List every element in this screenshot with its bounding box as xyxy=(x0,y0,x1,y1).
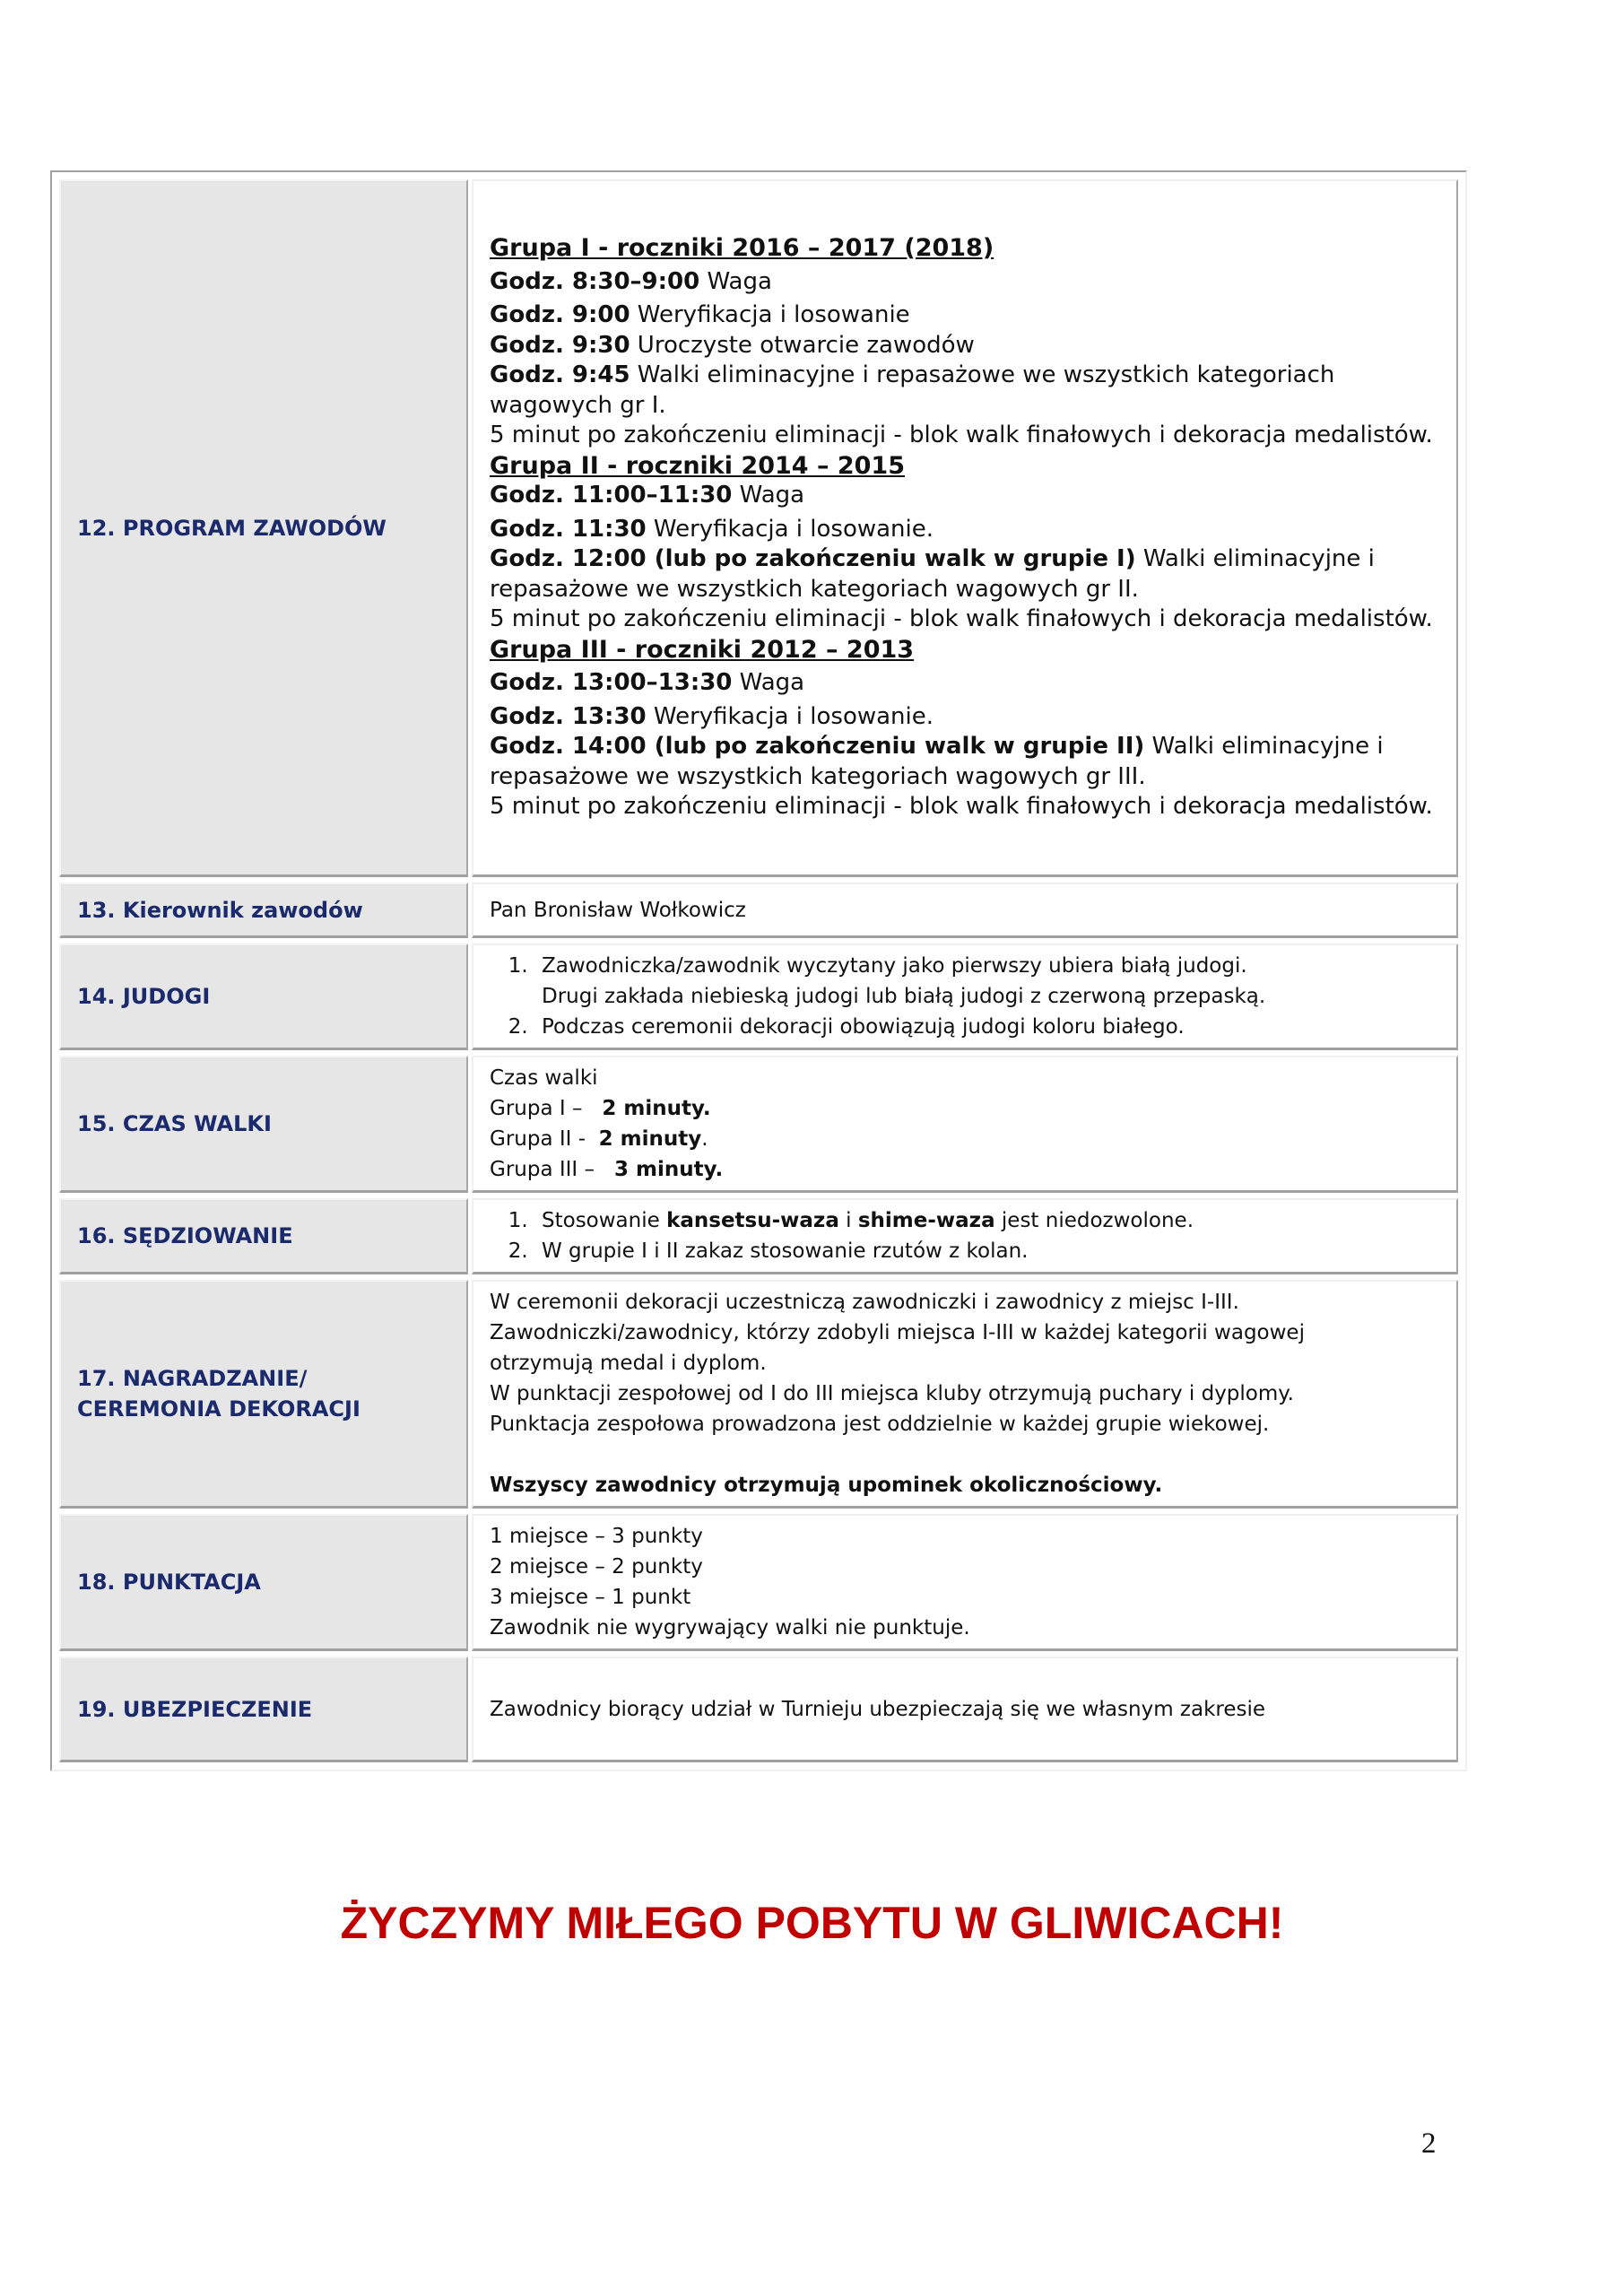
table-row-judogi xyxy=(59,944,1458,1050)
schedule-item xyxy=(490,515,1442,545)
schedule-time: Godz. 8:30–9:00 xyxy=(490,267,700,295)
section-label-awards xyxy=(59,1280,468,1509)
section-label-insurance: 19. UBEZPIECZENIE xyxy=(59,1657,468,1762)
schedule-text: Walki eliminacyjne i repasażowe we wszystkich kategoriach wagowych gr III. xyxy=(490,733,1384,790)
scoring-line: Zawodnik nie wygrywający walki nie punktuje. xyxy=(490,1616,970,1639)
schedule-time: Godz. 11:30 xyxy=(490,515,647,543)
group-name: Grupa II - xyxy=(490,1127,599,1151)
awards-line: W punktacji zespołowej od I do III miejsca kluby otrzymują puchary i dyplomy. xyxy=(490,1382,1294,1405)
schedule-item xyxy=(490,668,1442,699)
fight-time-row xyxy=(490,1124,1442,1154)
schedule-time: Godz. 12:00 (lub po zakończeniu walk w grupie I) xyxy=(490,545,1136,573)
schedule-time: Godz. 11:00–11:30 xyxy=(490,482,733,509)
schedule-item xyxy=(490,544,1442,604)
schedule-item xyxy=(490,267,1442,298)
fight-duration: 2 minuty. xyxy=(602,1097,711,1120)
scoring-line: 1 miejsce – 3 punkty xyxy=(490,1525,703,1548)
technique-name: kansetsu-waza xyxy=(666,1209,839,1232)
list-item-line: Drugi zakłada niebieską judogi lub białą judogi z czerwoną przepaską. xyxy=(542,985,1266,1008)
awards-bold-line: Wszyscy zawodnicy otrzymują upominek okolicznościowy. xyxy=(490,1474,1163,1497)
section-content-scoring xyxy=(472,1514,1458,1651)
judogi-list xyxy=(490,951,1442,1042)
schedule-item xyxy=(490,300,1442,331)
list-item xyxy=(534,1205,1442,1236)
schedule-note: 5 minut po zakończeniu eliminacji - blok walk finałowych i dekoracja medalistów. xyxy=(490,422,1433,449)
schedule-time: Godz. 13:00–13:30 xyxy=(490,669,733,697)
schedule-text: Walki eliminacyjne i repasażowe we wszystkich kategoriach wagowych gr I. xyxy=(490,361,1335,419)
text: Stosowanie xyxy=(542,1209,667,1232)
fight-duration: 3 minuty. xyxy=(613,1158,724,1181)
table-row-director xyxy=(59,883,1458,938)
fight-time-row xyxy=(490,1154,1442,1185)
schedule-text: Waga xyxy=(699,267,772,295)
schedule-time: Godz. 13:30 xyxy=(490,702,647,730)
scoring-line: 2 miejsce – 2 punkty xyxy=(490,1555,703,1578)
section-label-refereeing: 16. SĘDZIOWANIE xyxy=(59,1198,468,1274)
schedule-time: Godz. 9:45 xyxy=(490,361,630,389)
section-label-program: 12. PROGRAM ZAWODÓW xyxy=(59,179,468,877)
text: i xyxy=(838,1209,858,1232)
section-label-scoring: 18. PUNKTACJA xyxy=(59,1514,468,1651)
page-number: 2 xyxy=(1421,2127,1437,2160)
rules-table-frame xyxy=(50,170,1467,1771)
schedule-item xyxy=(490,702,1442,733)
schedule-text: Weryfikacja i losowanie. xyxy=(646,702,934,730)
section-content-insurance: Zawodnicy biorący udział w Turnieju ubezpieczają się we własnym zakresie xyxy=(472,1657,1458,1762)
fight-time-intro: Czas walki xyxy=(490,1066,598,1090)
label-line: CEREMONIA DEKORACJI xyxy=(77,1396,360,1422)
section-content-judogi xyxy=(472,944,1458,1050)
schedule-text: Weryfikacja i losowanie xyxy=(630,301,910,329)
table-row-refereeing xyxy=(59,1198,1458,1274)
fight-time-row xyxy=(490,1093,1442,1124)
group-name: Grupa III – xyxy=(490,1158,614,1181)
schedule-text: Uroczyste otwarcie zawodów xyxy=(630,331,975,359)
schedule-note: 5 minut po zakończeniu eliminacji - blok walk finałowych i dekoracja medalistów. xyxy=(490,605,1433,633)
table-row-program xyxy=(59,179,1458,877)
section-content-director: Pan Bronisław Wołkowicz xyxy=(472,883,1458,938)
awards-line: W ceremonii dekoracji uczestniczą zawodniczki i zawodnicy z miejsc I-III. xyxy=(490,1291,1239,1314)
group-heading: Grupa II - roczniki 2014 – 2015 xyxy=(490,451,906,480)
technique-name: shime-waza xyxy=(857,1209,995,1232)
scoring-line: 3 miejsce – 1 punkt xyxy=(490,1586,691,1609)
section-label-judogi: 14. JUDOGI xyxy=(59,944,468,1050)
list-item-line: Zawodniczka/zawodnik wyczytany jako pierwszy ubiera białą judogi. xyxy=(542,954,1247,978)
schedule-text: Walki eliminacyjne i repasażowe we wszystkich kategoriach wagowych gr II. xyxy=(490,545,1375,603)
list-item xyxy=(534,951,1442,1012)
list-item: 2. Podczas ceremonii dekoracji obowiązują judogi koloru białego. xyxy=(534,1012,1442,1042)
fight-duration: 2 minuty xyxy=(598,1127,702,1151)
closing-message: ŻYCZYMY MIŁEGO POBYTU W GLIWICACH! xyxy=(340,1898,1284,1948)
group-name: Grupa I – xyxy=(490,1097,603,1120)
table-row-insurance xyxy=(59,1657,1458,1762)
schedule-note: 5 minut po zakończeniu eliminacji - blok walk finałowych i dekoracja medalistów. xyxy=(490,793,1433,821)
group-heading: Grupa III - roczniki 2012 – 2013 xyxy=(490,635,915,664)
text: jest niedozwolone. xyxy=(994,1209,1194,1232)
schedule-item xyxy=(490,481,1442,511)
schedule-time: Godz. 14:00 (lub po zakończeniu walk w grupie II) xyxy=(490,733,1145,761)
section-content-refereeing xyxy=(472,1198,1458,1274)
section-content-fight-time xyxy=(472,1056,1458,1193)
rules-table xyxy=(56,174,1462,1768)
section-content-awards xyxy=(472,1280,1458,1509)
schedule-text: Waga xyxy=(732,482,805,509)
schedule-item xyxy=(490,732,1442,792)
table-row-scoring xyxy=(59,1514,1458,1651)
schedule-text: Waga xyxy=(732,669,805,697)
schedule-text: Weryfikacja i losowanie. xyxy=(646,515,934,543)
list-item: 2. W grupie I i II zakaz stosowanie rzutów z kolan. xyxy=(534,1236,1442,1266)
label-line: 17. NAGRADZANIE/ xyxy=(77,1366,308,1391)
awards-line: Punktacja zespołowa prowadzona jest oddzielnie w każdej grupie wiekowej. xyxy=(490,1413,1270,1436)
schedule-item xyxy=(490,361,1442,421)
table-row-awards xyxy=(59,1280,1458,1509)
schedule-time: Godz. 9:30 xyxy=(490,331,630,359)
section-content-program xyxy=(472,179,1458,877)
section-label-fight-time: 15. CZAS WALKI xyxy=(59,1056,468,1193)
group-heading: Grupa I - roczniki 2016 – 2017 (2018) xyxy=(490,234,994,263)
schedule-item xyxy=(490,331,1442,361)
spacer xyxy=(490,1439,1442,1470)
suffix: . xyxy=(701,1127,708,1151)
schedule-time: Godz. 9:00 xyxy=(490,301,630,329)
refereeing-list xyxy=(490,1205,1442,1266)
section-label-director: 13. Kierownik zawodów xyxy=(59,883,468,938)
awards-line: Zawodniczki/zawodnicy, którzy zdobyli miejsca I-III w każdej kategorii wagowej otrzymują medal i dyplom. xyxy=(490,1321,1305,1375)
table-row-fight-time xyxy=(59,1056,1458,1193)
